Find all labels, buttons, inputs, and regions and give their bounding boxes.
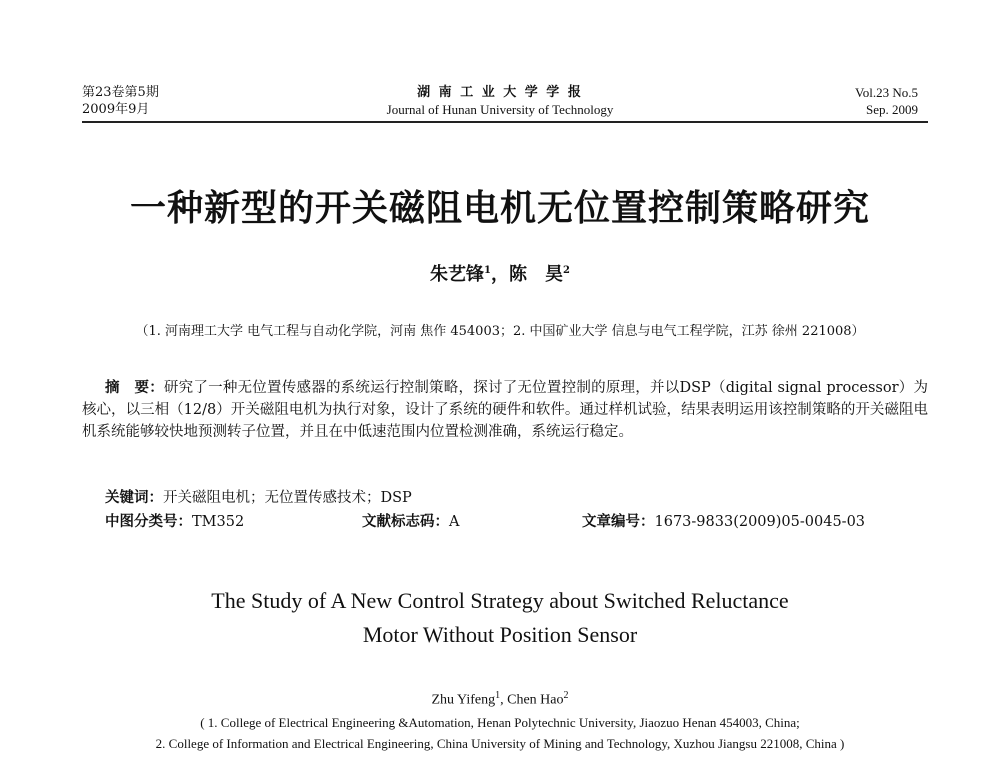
affiliation-en-line1: ( 1. College of Electrical Engineering &Automation, Henan Polytechnic University, Jiaozuo Henan 454003, China; <box>200 715 800 730</box>
abstract-label: 摘 要： <box>105 380 164 396</box>
author-en-separator: , <box>500 692 508 708</box>
article-number-label: 文章编号： <box>582 514 655 530</box>
paper-title-en-line2: Motor Without Position Sensor <box>362 622 638 647</box>
authors-cn <box>0 260 1000 286</box>
document-code <box>362 510 459 531</box>
doc-code-value: A <box>449 514 460 530</box>
header-month: Sep. 2009 <box>866 102 918 117</box>
abstract-text: 研究了一种无位置传感器的系统运行控制策略，探讨了无位置控制的原理，并以DSP（digital signal processor）为核心，以三相（12/8）开关磁阻电机为执行对象，设计了系统的硬件和软件。通过样机试验，结果表明运用该控制策略的开关磁阻电机系统能够较快地预测转子位置，并且在中低速范围内位置检测准确，系统运行稳定。 <box>82 380 928 440</box>
journal-name-cn: 湖 南 工 业 大 学 学 报 <box>417 85 583 100</box>
header-issue: 第23卷第5期 <box>82 85 159 100</box>
keywords-label: 关键词： <box>105 490 163 506</box>
author-1-affil-mark: 1 <box>484 265 491 276</box>
header-volume: Vol.23 No.5 <box>855 85 918 100</box>
clc-label: 中图分类号： <box>105 514 192 530</box>
journal-name-en: Journal of Hunan University of Technology <box>386 102 614 117</box>
header-rule <box>82 121 928 123</box>
article-number <box>582 510 865 531</box>
affiliation-en-line2: 2. College of Information and Electrical Engineering, China University of Mining and Technology, Xuzhou Jiangsu 221008, China ) <box>155 736 845 751</box>
author-2-en: Chen Hao <box>507 692 564 708</box>
clc-value: TM352 <box>192 514 245 530</box>
author-2-affil-mark: 2 <box>563 265 570 276</box>
abstract <box>82 377 928 443</box>
author-2-en-affil-mark: 2 <box>563 690 569 701</box>
keywords-text: 开关磁阻电机；无位置传感技术；DSP <box>163 490 412 506</box>
authors-en <box>0 690 1000 709</box>
author-1-en: Zhu Yifeng <box>431 692 496 708</box>
author-1-cn: 朱艺锋 <box>430 264 485 285</box>
author-1-en-affil-mark: 1 <box>495 690 501 701</box>
paper-title-cn: 一种新型的开关磁阻电机无位置控制策略研究 <box>129 187 870 229</box>
keywords <box>105 486 412 507</box>
article-number-value: 1673-9833(2009)05-0045-03 <box>654 514 866 530</box>
paper-title-en-line1: The Study of A New Control Strategy about Switched Reluctance <box>211 588 789 613</box>
author-2-cn: 陈 昊 <box>509 264 563 285</box>
affiliation-cn: （1. 河南理工大学 电气工程与自动化学院，河南 焦作 454003；2. 中国矿业大学 信息与电气工程学院，江苏 徐州 221008） <box>135 324 865 339</box>
clc-number <box>105 510 244 531</box>
author-separator: ， <box>491 264 509 285</box>
doc-code-label: 文献标志码： <box>362 514 449 530</box>
header-date: 2009年9月 <box>82 102 150 117</box>
